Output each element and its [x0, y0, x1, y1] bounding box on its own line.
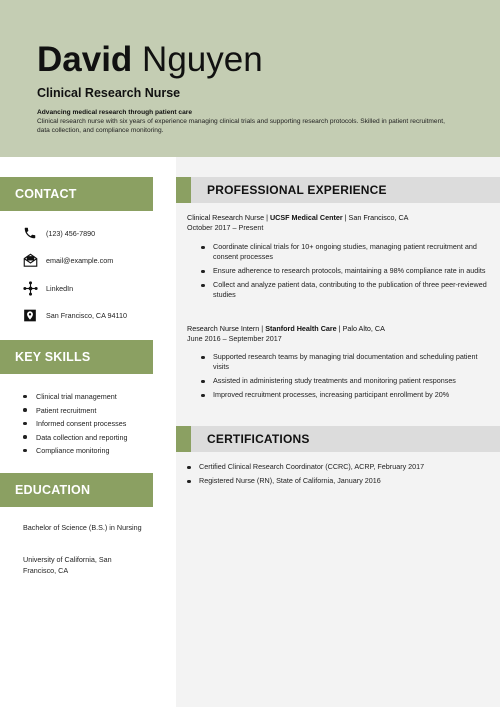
job-location: Palo Alto, CA [342, 324, 385, 333]
skill-item: Clinical trial management [23, 390, 128, 404]
skills-list [23, 390, 128, 458]
certifications-heading-bar [176, 426, 500, 452]
education-degree: Bachelor of Science (B.S.) in Nursing [23, 523, 142, 532]
certifications-list [187, 462, 487, 490]
job-organization: UCSF Medical Center [269, 213, 343, 222]
contact-heading: CONTACT [0, 177, 153, 211]
experience-heading-bar [176, 177, 500, 203]
certification-item: Registered Nurse (RN), State of California, January 2016 [187, 476, 487, 486]
job-location: San Francisco, CA [348, 213, 409, 222]
heading-accent [176, 177, 191, 203]
linkedin-text[interactable]: LinkedIn [46, 283, 74, 293]
location-icon [22, 307, 38, 323]
candidate-name [37, 40, 263, 80]
job-bullets [201, 242, 491, 304]
skill-item: Informed consent processes [23, 417, 128, 431]
certifications-heading: CERTIFICATIONS [207, 432, 310, 446]
tagline: Advancing medical research through patient care [37, 109, 192, 116]
job-bullet: Ensure adherence to research protocols, maintaining a 98% compliance rate in audits [201, 266, 491, 276]
job-bullet: Improved recruitment processes, increasing participant enrollment by 20% [201, 390, 491, 400]
job-title-line: Research Nurse Intern | Stanford Health Care | Palo Alto, CA [187, 324, 385, 333]
certification-item: Certified Clinical Research Coordinator (CCRC), ACRP, February 2017 [187, 462, 487, 472]
contact-phone [22, 225, 95, 241]
job-bullet: Collect and analyze patient data, contributing to the publication of three peer-reviewed studies [201, 280, 491, 300]
email-icon [22, 252, 38, 268]
heading-accent [176, 426, 191, 452]
contact-email[interactable] [22, 252, 113, 268]
contact-location [22, 307, 127, 323]
phone-icon [22, 225, 38, 241]
linkedin-icon [22, 280, 38, 296]
job-title: Clinical Research Nurse [187, 213, 265, 222]
job-title: Research Nurse Intern [187, 324, 260, 333]
job-dates: June 2016 – September 2017 [187, 334, 282, 343]
skill-item: Patient recruitment [23, 404, 128, 418]
skill-item: Compliance monitoring [23, 444, 128, 458]
first-name: David [37, 40, 133, 79]
contact-linkedin[interactable] [22, 280, 73, 296]
resume-header [0, 0, 500, 157]
job-title-line: Clinical Research Nurse | UCSF Medical Center | San Francisco, CA [187, 213, 409, 222]
job-bullet: Assisted in administering study treatments and monitoring patient responses [201, 376, 491, 386]
education-heading: EDUCATION [0, 473, 153, 507]
phone-text: (123) 456-7890 [46, 228, 96, 238]
education-school: University of California, San Francisco, CA [23, 555, 112, 575]
experience-heading: PROFESSIONAL EXPERIENCE [207, 183, 387, 197]
skill-item: Data collection and reporting [23, 431, 128, 445]
skills-heading: KEY SKILLS [0, 340, 153, 374]
job-bullet: Supported research teams by managing trial documentation and scheduling patient visits [201, 352, 491, 372]
job-bullets [201, 352, 491, 404]
job-dates: October 2017 – Present [187, 223, 264, 232]
job-role: Clinical Research Nurse [37, 86, 181, 100]
last-name: Nguyen [142, 40, 263, 79]
summary: Clinical research nurse with six years of experience managing clinical trials and supporting research protocols. Skilled in patient recruitment, data collection, and compliance monitoring. [37, 118, 445, 134]
location-text: San Francisco, CA 94110 [46, 310, 127, 320]
job-bullet: Coordinate clinical trials for 10+ ongoing studies, managing patient recruitment and consent processes [201, 242, 491, 262]
email-text[interactable]: email@example.com [46, 255, 114, 265]
job-organization: Stanford Health Care [265, 324, 337, 333]
